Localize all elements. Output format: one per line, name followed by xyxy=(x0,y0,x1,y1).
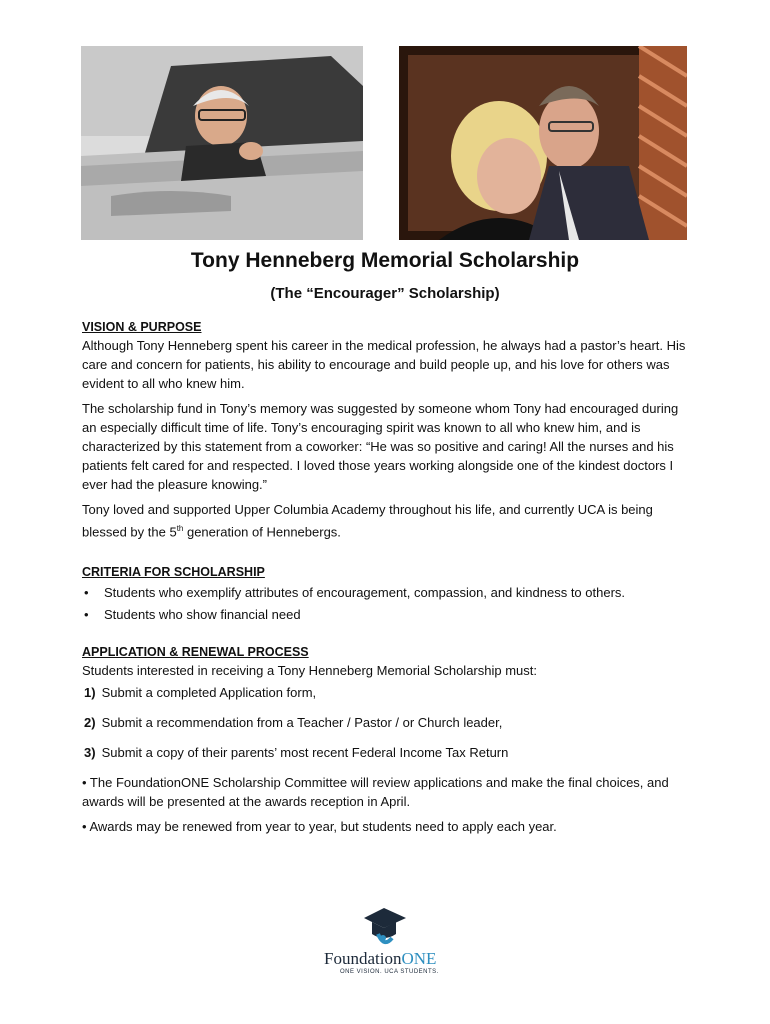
photo-couple xyxy=(399,46,687,240)
step-number: 2) xyxy=(84,715,96,731)
criteria-item xyxy=(82,605,692,624)
bullet-icon: • xyxy=(84,585,89,601)
page-title: Tony Henneberg Memorial Scholarship xyxy=(190,249,580,272)
logo-tagline: ONE VISION. UCA STUDENTS. xyxy=(340,969,439,975)
foundationone-logo xyxy=(318,904,452,980)
step-number: 1) xyxy=(84,685,96,701)
vision-p3-sup: th xyxy=(176,524,184,533)
vision-heading: VISION & PURPOSE xyxy=(82,320,202,334)
logo-word-accent: ONE xyxy=(401,949,437,968)
process-steps xyxy=(82,683,692,762)
step-text: Submit a completed Application form, xyxy=(101,685,317,701)
process-step xyxy=(84,743,692,762)
criteria-list xyxy=(82,583,692,624)
renewal-note: • Awards may be renewed from year to year, but students need to apply each year. xyxy=(82,819,557,835)
step-text: Submit a copy of their parents’ most recent Federal Income Tax Return xyxy=(101,745,509,761)
logo-word-main: Foundation xyxy=(324,949,402,968)
process-heading: APPLICATION & RENEWAL PROCESS xyxy=(82,645,309,660)
process-step xyxy=(84,713,692,732)
process-intro: Students interested in receiving a Tony Henneberg Memorial Scholarship must: xyxy=(82,663,537,679)
vision-paragraph-2: The scholarship fund in Tony’s memory was suggested by someone whom Tony had encouraged during an especially difficult time of life. Tony’s encouraging spirit was known to all who knew him, and is characterized by this statement from a coworker: “He was so positive and caring! All the nurses and his patients felt cared for and respected. I loved those years working alongside one of the kindest doctors I ever had the pleasure knowing.” xyxy=(82,401,679,492)
vision-paragraph-3 xyxy=(82,500,692,541)
criteria-heading: CRITERIA FOR SCHOLARSHIP xyxy=(82,565,265,580)
document-body xyxy=(82,318,692,842)
criteria-item-text: Students who show financial need xyxy=(104,607,301,623)
criteria-item xyxy=(82,583,692,602)
page-subtitle: (The “Encourager” Scholarship) xyxy=(270,285,500,302)
bullet-icon: • xyxy=(84,607,89,623)
vision-p3-tail: generation of Hennebergs. xyxy=(183,524,341,540)
criteria-item-text: Students who exemplify attributes of encouragement, compassion, and kindness to others. xyxy=(104,585,626,601)
step-number: 3) xyxy=(84,745,96,761)
graduation-cap-icon xyxy=(318,904,452,952)
process-step xyxy=(84,683,692,702)
vision-p3-text: Tony loved and supported Upper Columbia Academy throughout his life, and currently UCA is being blessed by the 5 xyxy=(82,502,653,540)
vision-paragraph-1: Although Tony Henneberg spent his career in the medical profession, he always had a pastor’s heart. His care and concern for patients, his ability to encourage and build people up, and his love for others was evident to all who knew him. xyxy=(82,338,686,391)
photo-man-in-car xyxy=(81,46,363,240)
logo-wordmark xyxy=(324,949,436,969)
step-text: Submit a recommendation from a Teacher / Pastor / or Church leader, xyxy=(101,715,503,731)
committee-note: • The FoundationONE Scholarship Committee will review applications and make the final choices, and awards will be presented at the awards reception in April. xyxy=(82,775,669,810)
